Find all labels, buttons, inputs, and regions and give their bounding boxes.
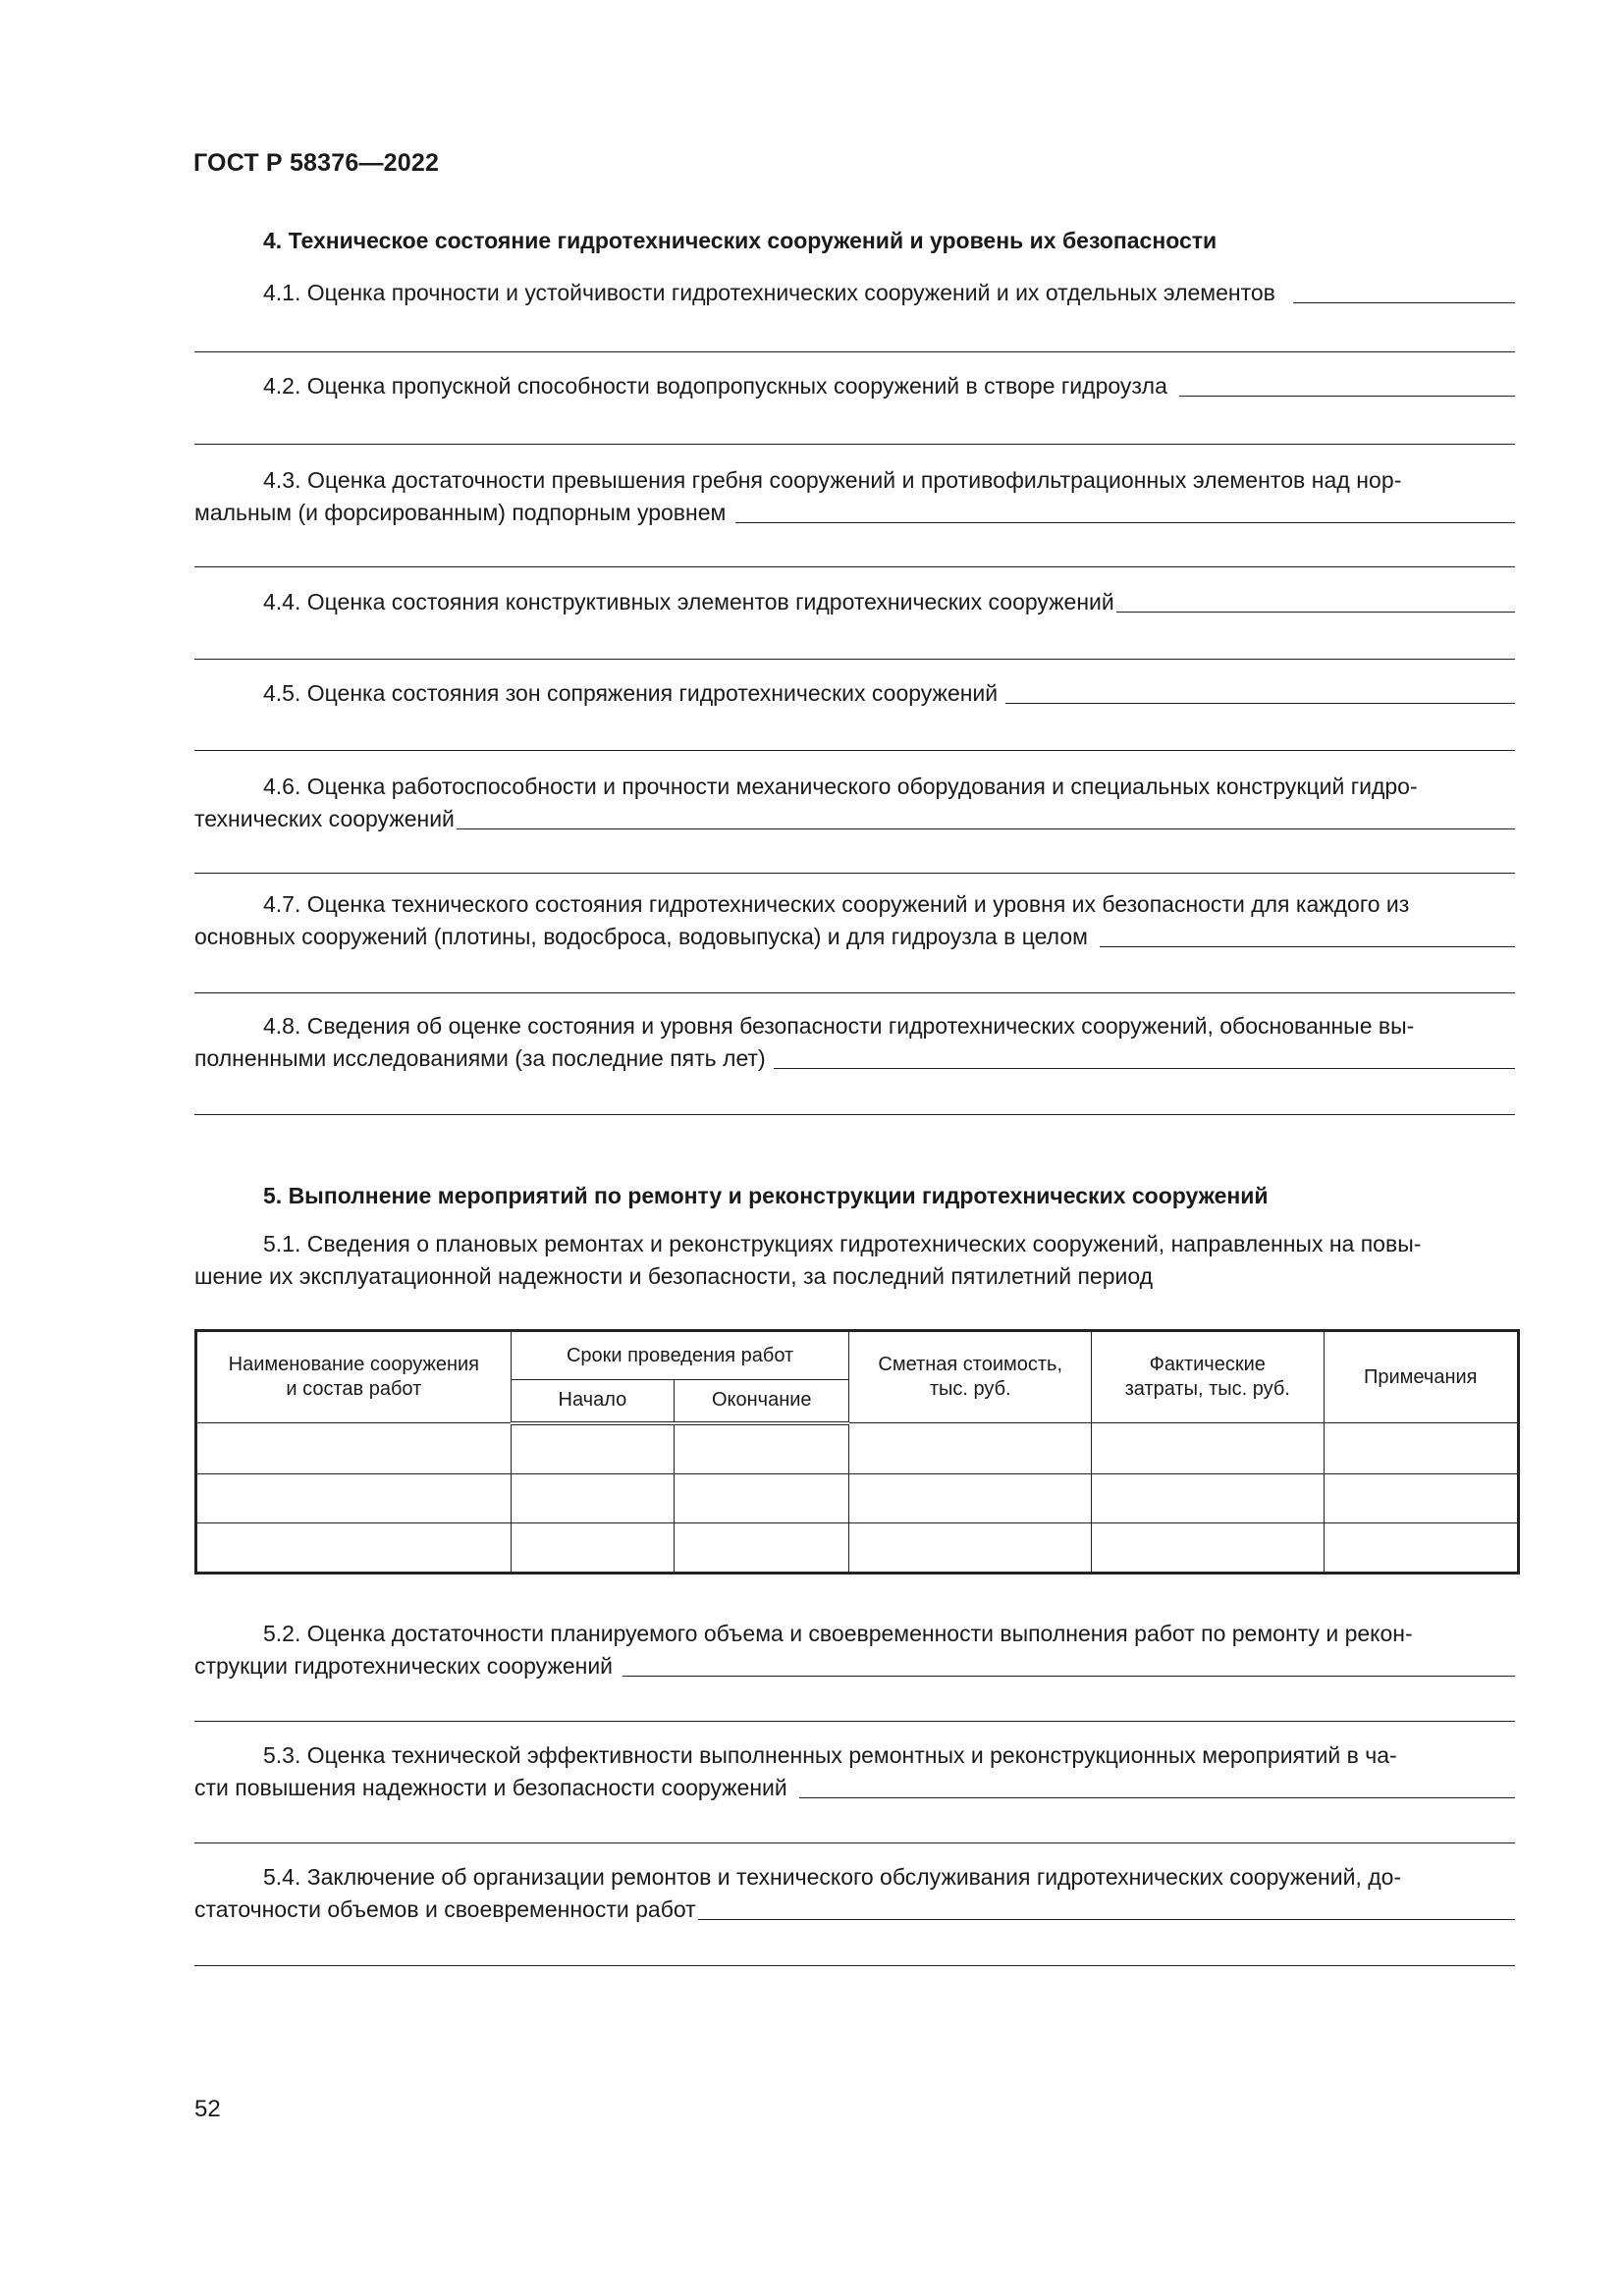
- item-5-2: [194, 1618, 1515, 1682]
- item-4-7-answer-line-2[interactable]: [194, 992, 1515, 993]
- item-5-2-answer-line[interactable]: [623, 1675, 1515, 1677]
- item-4-4-answer-line[interactable]: [1116, 611, 1515, 613]
- item-4-1-answer-line[interactable]: [1293, 301, 1515, 303]
- item-4-5-answer-line-2[interactable]: [194, 750, 1515, 751]
- col-header-cost-line-2: тыс. руб.: [929, 1378, 1011, 1400]
- item-4-4-text: 4.4. Оценка состояния конструктивных элементов гидротехнических сооружений: [263, 589, 1114, 614]
- item-4-2-answer-line-2[interactable]: [194, 444, 1515, 445]
- item-4-3-answer-line-2[interactable]: [194, 566, 1515, 567]
- table-cell[interactable]: [675, 1473, 849, 1522]
- table-cell[interactable]: [1324, 1522, 1518, 1573]
- page-number: 52: [194, 2096, 221, 2122]
- item-5-4: [194, 1861, 1515, 1926]
- item-4-2: [194, 370, 1515, 402]
- item-4-7: [194, 888, 1515, 953]
- table-cell[interactable]: [511, 1522, 674, 1573]
- item-4-4: [194, 586, 1515, 618]
- item-4-7-text-1: 4.7. Оценка технического состояния гидротехнических сооружений и уровня их безопасности для каждого из: [263, 891, 1410, 917]
- table-cell[interactable]: [849, 1423, 1092, 1474]
- col-header-dates: Сроки проведения работ: [511, 1331, 849, 1380]
- item-4-5-text: 4.5. Оценка состояния зон сопряжения гидротехнических сооружений: [263, 680, 999, 706]
- col-header-actual: [1092, 1331, 1325, 1423]
- item-5-3-text-1: 5.3. Оценка технической эффективности выполненных ремонтных и реконструкционных мероприятий в ча-: [263, 1742, 1397, 1768]
- item-5-2-answer-line-2[interactable]: [194, 1721, 1515, 1722]
- item-4-5: [194, 677, 1515, 710]
- item-4-8-text-2: полненными исследованиями (за последние пять лет): [194, 1045, 766, 1071]
- item-4-2-text: 4.2. Оценка пропускной способности водопропускных сооружений в створе гидроузла: [263, 373, 1167, 399]
- item-4-6-answer-line-2[interactable]: [194, 873, 1515, 874]
- item-4-7-text-2: основных сооружений (плотины, водосброса, водовыпуска) и для гидроузла в целом: [194, 924, 1088, 949]
- item-5-1-text-2: шение их эксплуатационной надежности и безопасности, за последний пятилетний период: [194, 1263, 1154, 1289]
- table-cell[interactable]: [1324, 1423, 1518, 1474]
- item-5-1: [194, 1228, 1515, 1293]
- document-code-header: ГОСТ Р 58376—2022: [193, 149, 440, 177]
- item-4-8-answer-line-2[interactable]: [194, 1114, 1515, 1115]
- item-4-1: [194, 277, 1515, 309]
- item-4-3-text-1: 4.3. Оценка достаточности превышения гребня сооружений и противофильтрационных элементов над нор-: [263, 467, 1402, 493]
- item-5-4-text-2: статочности объемов и своевременности работ: [194, 1896, 696, 1922]
- item-4-7-answer-line[interactable]: [1100, 945, 1515, 947]
- item-4-6: [194, 771, 1515, 835]
- item-4-5-answer-line[interactable]: [1005, 702, 1515, 704]
- item-4-6-text-2: технических сооружений: [194, 806, 455, 831]
- col-header-name-line-2: и состав работ: [286, 1378, 422, 1400]
- item-5-2-text-2: струкции гидротехнических сооружений: [194, 1653, 614, 1679]
- col-header-actual-line-2: затраты, тыс. руб.: [1124, 1378, 1290, 1400]
- item-5-2-text-1: 5.2. Оценка достаточности планируемого объема и своевременности выполнения работ по ремонту и рекон-: [263, 1621, 1413, 1646]
- item-5-3-text-2: сти повышения надежности и безопасности сооружений: [194, 1775, 787, 1800]
- item-4-3-text-2: мальным (и форсированным) подпорным уровнем: [194, 500, 727, 525]
- table-row: [196, 1522, 1519, 1573]
- col-header-start: Начало: [511, 1380, 674, 1423]
- table-cell[interactable]: [1092, 1522, 1325, 1573]
- table-cell[interactable]: [511, 1473, 674, 1522]
- col-header-cost-line-1: Сметная стоимость,: [878, 1354, 1063, 1375]
- table-cell[interactable]: [196, 1423, 512, 1474]
- item-4-3-answer-line[interactable]: [735, 521, 1515, 523]
- table-cell[interactable]: [1324, 1473, 1518, 1522]
- col-header-notes: Примечания: [1324, 1331, 1518, 1423]
- item-4-3: [194, 464, 1515, 529]
- item-4-2-answer-line[interactable]: [1179, 395, 1515, 397]
- table-cell[interactable]: [1092, 1423, 1325, 1474]
- table-cell[interactable]: [849, 1473, 1092, 1522]
- section-4-title: 4. Техническое состояние гидротехнических сооружений и уровень их безопасности: [263, 228, 1218, 253]
- section-5-title: 5. Выполнение мероприятий по ремонту и реконструкции гидротехнических сооружений: [263, 1183, 1269, 1208]
- item-5-4-answer-line[interactable]: [698, 1918, 1515, 1920]
- item-5-3-answer-line[interactable]: [799, 1796, 1515, 1798]
- item-4-6-text-1: 4.6. Оценка работоспособности и прочности механического оборудования и специальных конструкций гидро-: [263, 774, 1418, 799]
- col-header-name-line-1: Наименование сооружения: [228, 1354, 480, 1375]
- repairs-table: [194, 1329, 1520, 1575]
- item-5-3-answer-line-2[interactable]: [194, 1842, 1515, 1843]
- item-5-4-text-1: 5.4. Заключение об организации ремонтов и технического обслуживания гидротехнических сооружений, до-: [263, 1864, 1402, 1890]
- item-5-3: [194, 1739, 1515, 1804]
- table-row: [196, 1473, 1519, 1522]
- item-4-4-answer-line-2[interactable]: [194, 659, 1515, 660]
- col-header-name: [196, 1331, 512, 1423]
- table-cell[interactable]: [675, 1522, 849, 1573]
- item-4-6-answer-line[interactable]: [457, 828, 1515, 829]
- item-5-4-answer-line-2[interactable]: [194, 1965, 1515, 1966]
- col-header-end: Окончание: [675, 1380, 849, 1423]
- item-4-1-answer-line-2[interactable]: [194, 351, 1515, 352]
- item-4-8: [194, 1010, 1515, 1075]
- item-5-1-text-1: 5.1. Сведения о плановых ремонтах и реконструкциях гидротехнических сооружений, направленных на повы-: [263, 1231, 1422, 1256]
- table-cell[interactable]: [196, 1473, 512, 1522]
- table-cell[interactable]: [675, 1423, 849, 1474]
- col-header-cost: [849, 1331, 1092, 1423]
- table-cell[interactable]: [849, 1522, 1092, 1573]
- item-4-1-text: 4.1. Оценка прочности и устойчивости гидротехнических сооружений и их отдельных элементов: [263, 280, 1275, 305]
- col-header-actual-line-1: Фактические: [1149, 1354, 1266, 1375]
- table-cell[interactable]: [511, 1423, 674, 1474]
- item-4-8-text-1: 4.8. Сведения об оценке состояния и уровня безопасности гидротехнических сооружений, обоснованные вы-: [263, 1013, 1415, 1039]
- table-cell[interactable]: [1092, 1473, 1325, 1522]
- item-4-8-answer-line[interactable]: [774, 1067, 1515, 1069]
- table-cell[interactable]: [196, 1522, 512, 1573]
- table-row: [196, 1423, 1519, 1474]
